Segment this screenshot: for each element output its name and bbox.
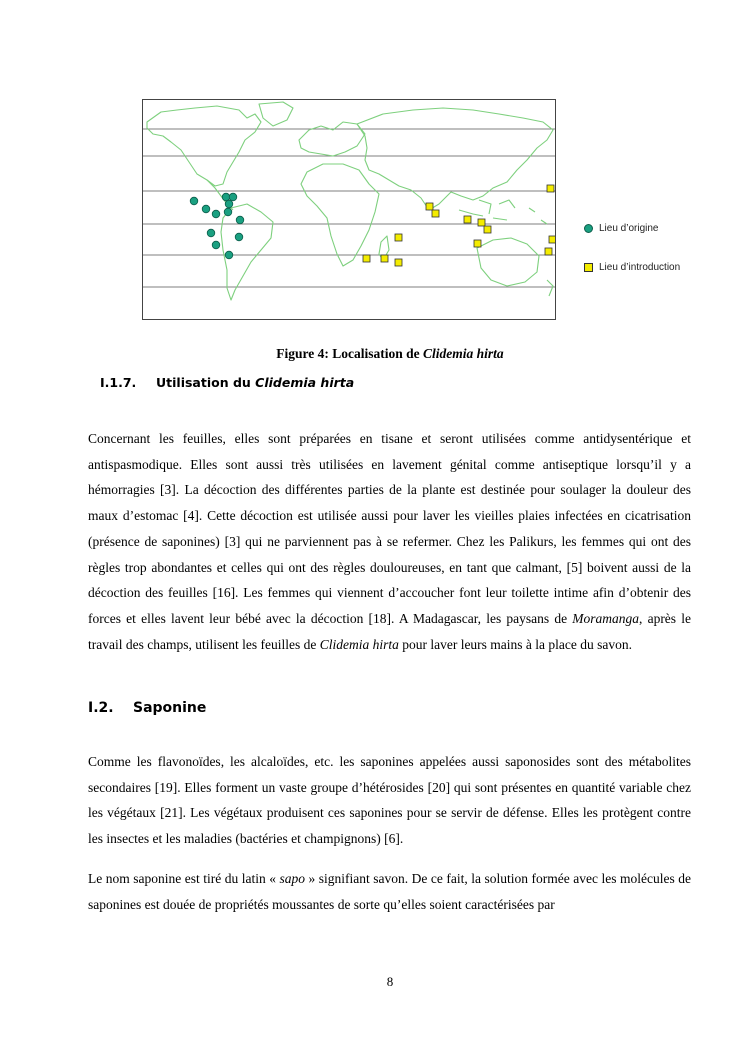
section-title: Utilisation du [156, 375, 256, 390]
africa-outline [301, 164, 379, 266]
introduction-marker [381, 255, 388, 262]
introduction-marker [478, 219, 485, 226]
origin-marker [207, 229, 215, 237]
introduction-marker [547, 185, 554, 192]
origin-markers [190, 193, 244, 259]
section-heading-saponine [88, 700, 206, 716]
section-title-species: Clidemia hirta [255, 375, 355, 390]
figure-caption [0, 346, 745, 362]
page-number: 8 [386, 974, 394, 989]
origin-marker [190, 197, 198, 205]
section-number: I.2. [88, 700, 114, 716]
continent-outlines [147, 102, 553, 300]
paragraph-text: , après le travail des champs, utilisent les feuilles de [88, 610, 691, 652]
introduction-marker [395, 259, 402, 266]
introduction-marker [549, 236, 556, 243]
paragraph-species: Clidemia hirta [319, 636, 399, 652]
introduction-marker [484, 226, 491, 233]
paragraph-text: Concernant les feuilles, elles sont préparées en tisane et seront utilisées comme antidysentérique et antispasmodique. Elles sont aussi très utilisées en lavement génital comme antiseptique lorsqu’il y a hémorragies [3]. La décoction des différentes parties de la plante est destinée pour soulager la douleur des maux d’estomac [4]. Cette décoction est utilisée aussi pour laver les vieilles plaies infectées en cicatrisation (présence de saponines) [3] qui ne parviennent pas à se refermer. Chez les Palikurs, les femmes qui ont des règles trop abondantes et celles qui ont des règles douloureuses, en tant que calmant, [5] boivent aussi de la décoction des feuilles [16]. Les femmes qui viennent d’accoucher font leur toilette intime afin d’obtenir des forces et elles lavent leur bébé avec la décoction [18]. A Madagascar, les paysans de [88, 431, 691, 626]
new-zealand-outline [547, 280, 553, 296]
origin-marker [222, 193, 230, 201]
introduction-marker [474, 240, 481, 247]
pacific-islands-outline [529, 208, 547, 224]
introduction-marker [426, 203, 433, 210]
introduction-marker [363, 255, 370, 262]
introduction-marker [395, 234, 402, 241]
caption-prefix: Figure 4: Localisation de [276, 346, 424, 361]
section-number: I.1.7. [100, 375, 137, 390]
legend-introduction [584, 262, 680, 273]
introduction-markers [363, 185, 556, 266]
saponine-paragraph-2 [88, 866, 691, 917]
introduction-marker [432, 210, 439, 217]
paragraph-text: » signifiant savon. De ce fait, la solution formée avec les molécules de saponines est douée de propriétés moussantes de sorte qu’elles soient caractérisées par [88, 871, 691, 912]
origin-marker [212, 241, 220, 249]
caption-species: Clidemia hirta [423, 346, 504, 361]
legend-origin-label: Lieu d’origine [599, 223, 659, 234]
origin-marker [202, 205, 210, 213]
section-title: Saponine [133, 700, 207, 716]
section-heading-utilisation [100, 375, 354, 390]
introduction-marker [464, 216, 471, 223]
origin-marker [235, 233, 243, 241]
europe-outline [299, 122, 365, 156]
world-distribution-map [142, 99, 556, 320]
introduction-marker [545, 248, 552, 255]
paragraph-place: Moramanga [572, 610, 640, 626]
origin-marker [212, 210, 220, 218]
origin-marker [229, 193, 237, 201]
map-drawing [143, 100, 556, 320]
origin-marker [224, 208, 232, 216]
legend-origin [584, 223, 659, 234]
introduction-square-icon [584, 263, 593, 272]
australia-outline [477, 238, 539, 286]
origin-marker [225, 200, 233, 208]
origin-dot-icon [584, 224, 593, 233]
north-america-outline [147, 106, 261, 186]
legend-introduction-label: Lieu d’introduction [599, 262, 681, 273]
origin-marker [225, 251, 233, 259]
asia-outline [357, 108, 553, 210]
saponine-paragraph-1: Comme les flavonoïdes, les alcaloïdes, etc. les saponines appelées aussi saponosides sont des métabolites secondaires [19]. Elles forment un vaste groupe d’hétérosides [20] qui sont présentes en quantité variable chez les végétaux [21]. Les végétaux produisent ces saponines pour se servir de défense. Elles les protègent contre les insectes et les maladies (bactéries et champignons) [6]. [88, 754, 691, 847]
origin-marker [236, 216, 244, 224]
paragraph-text: Le nom saponine est tiré du latin « [88, 871, 280, 886]
utilisation-paragraph [88, 426, 691, 657]
paragraph-text: pour laver leurs mains à la place du savon. [398, 636, 633, 652]
paragraph-latin-word: sapo [279, 871, 306, 886]
greenland-outline [259, 102, 293, 126]
